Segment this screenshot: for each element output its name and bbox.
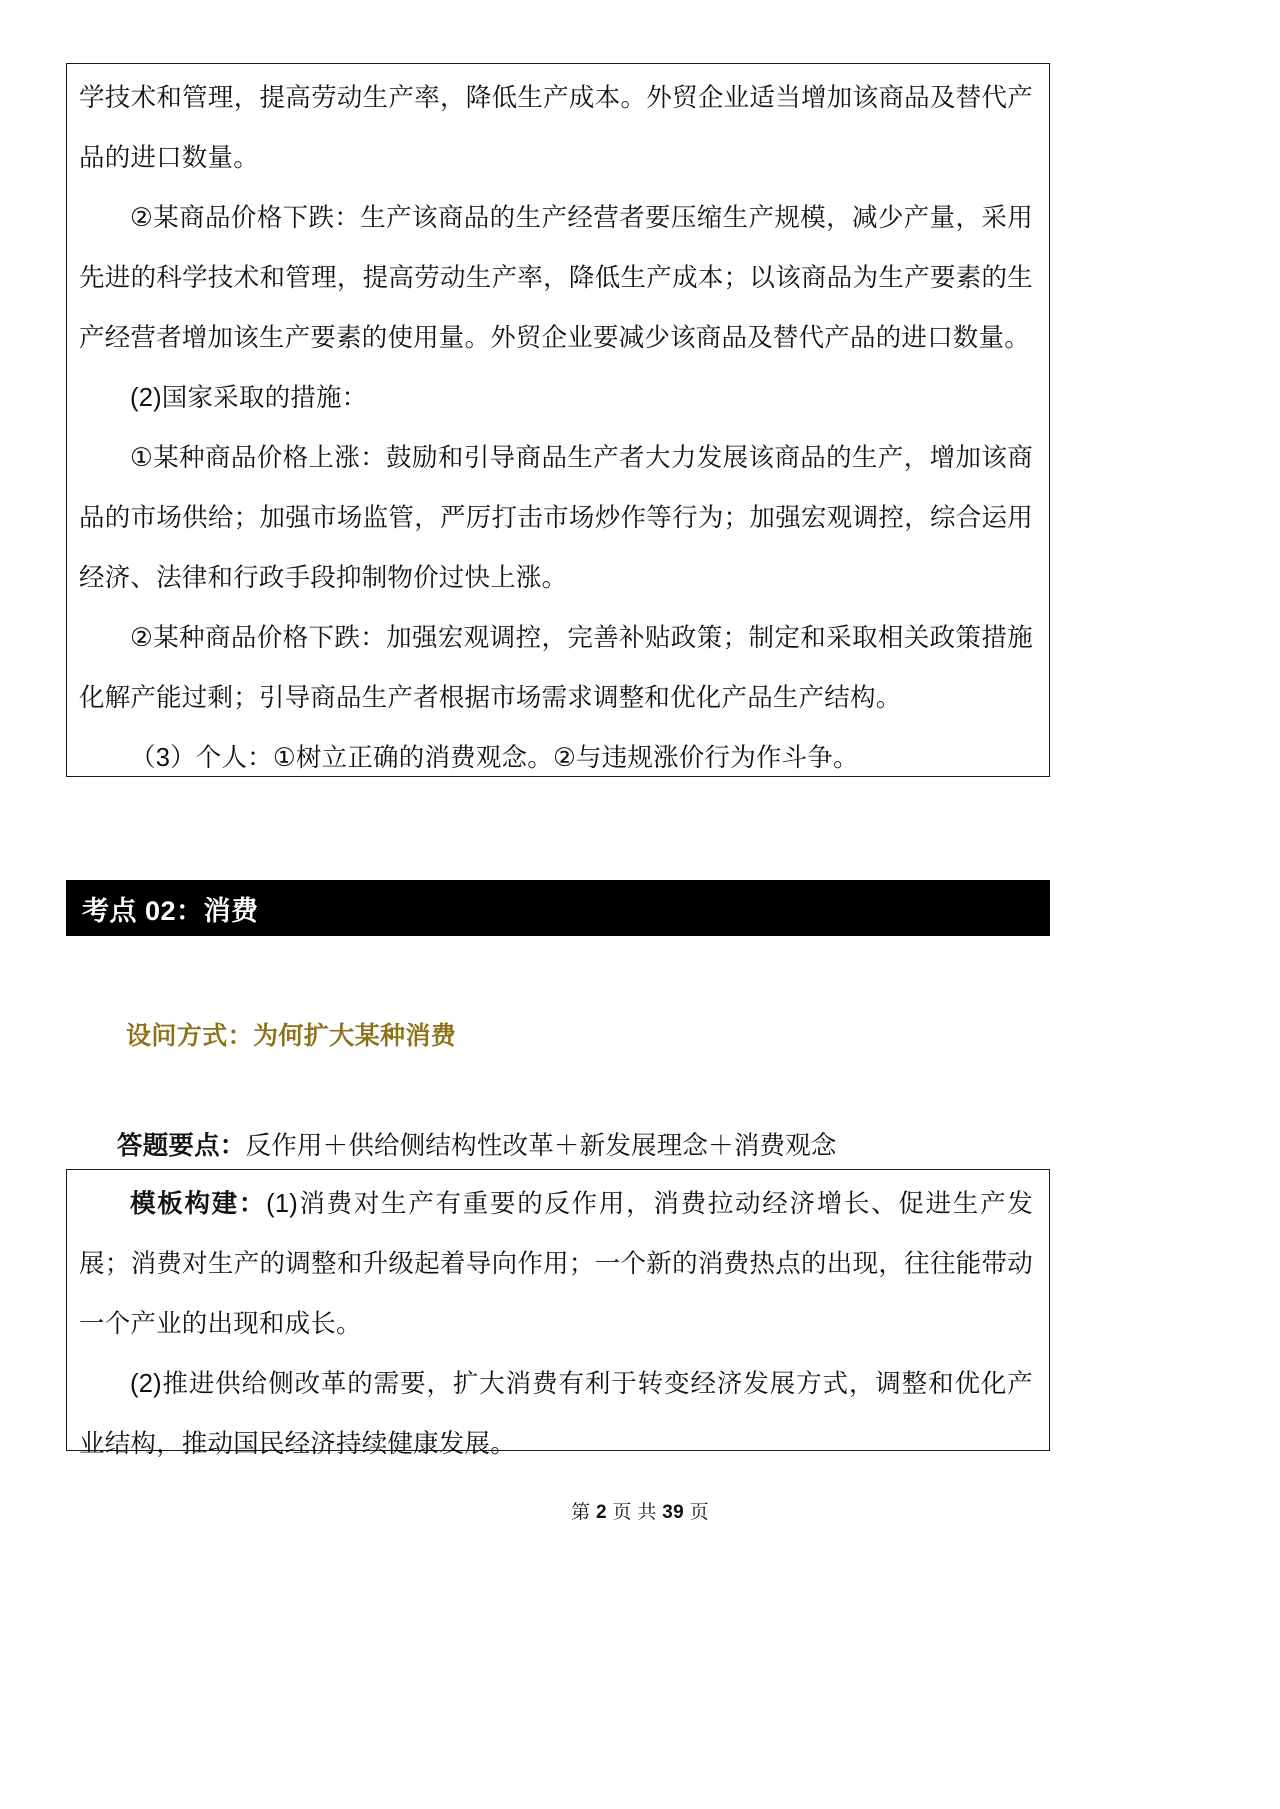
content-box-template — [66, 1169, 1050, 1458]
footer-suffix: 页 — [689, 1502, 709, 1523]
footer-prefix: 第 — [571, 1502, 591, 1523]
answer-points-label: 答题要点： — [117, 1132, 246, 1160]
footer-middle: 页 共 — [612, 1502, 657, 1523]
template-text-1: (1)消费对生产有重要的反作用，消费拉动经济增长、促进生产发展；消费对生产的调整和升级起着导向作用；一个新的消费热点的出现，往往能带动一个产业的出现和成长。 — [79, 1190, 1033, 1338]
section-banner-kaodian-02 — [66, 880, 1050, 936]
footer-total-pages: 39 — [662, 1502, 684, 1523]
paragraph-individual-measures: （3）个人：①树立正确的消费观念。②与违规涨价行为作斗争。 — [130, 744, 859, 772]
answer-points-line — [117, 1126, 837, 1162]
footer-current-page: 2 — [596, 1502, 607, 1523]
section-banner-label: 考点 02：消费 — [82, 895, 259, 926]
paragraph-state-measures-heading: (2)国家采取的措施： — [130, 384, 368, 412]
paragraph-continuation: 学技术和管理，提高劳动生产率，降低生产成本。外贸企业适当增加该商品及替代产品的进口数量。 — [79, 84, 1033, 172]
paragraph-price-drop-producers: ②某商品价格下跌：生产该商品的生产经营者要压缩生产规模，减少产量，采用先进的科学技术和管理，提高劳动生产率，降低生产成本；以该商品为生产要素的生产经营者增加该生产要素的使用量。外贸企业要减少该商品及替代产品的进口数量。 — [79, 204, 1033, 352]
template-label: 模板构建： — [130, 1190, 267, 1218]
page-footer — [0, 1497, 1280, 1524]
paragraph-template-2: (2)推进供给侧改革的需要，扩大消费有利于转变经济发展方式，调整和优化产业结构，推动国民经济持续健康发展。 — [79, 1370, 1033, 1458]
paragraph-price-rise-state: ①某种商品价格上涨：鼓励和引导商品生产者大力发展该商品的生产，增加该商品的市场供给；加强市场监管，严厉打击市场炒作等行为；加强宏观调控，综合运用经济、法律和行政手段抑制物价过快上涨。 — [79, 444, 1033, 592]
answer-points-value: 反作用＋供给侧结构性改革＋新发展理念＋消费观念 — [245, 1132, 837, 1160]
question-type-heading: 设问方式：为何扩大某种消费 — [126, 1022, 457, 1050]
content-box-top — [66, 63, 1050, 777]
paragraph-price-drop-state: ②某种商品价格下跌：加强宏观调控，完善补贴政策；制定和采取相关政策措施化解产能过剩；引导商品生产者根据市场需求调整和优化产品生产结构。 — [79, 624, 1033, 712]
paragraph-template-1 — [79, 1174, 1033, 1354]
